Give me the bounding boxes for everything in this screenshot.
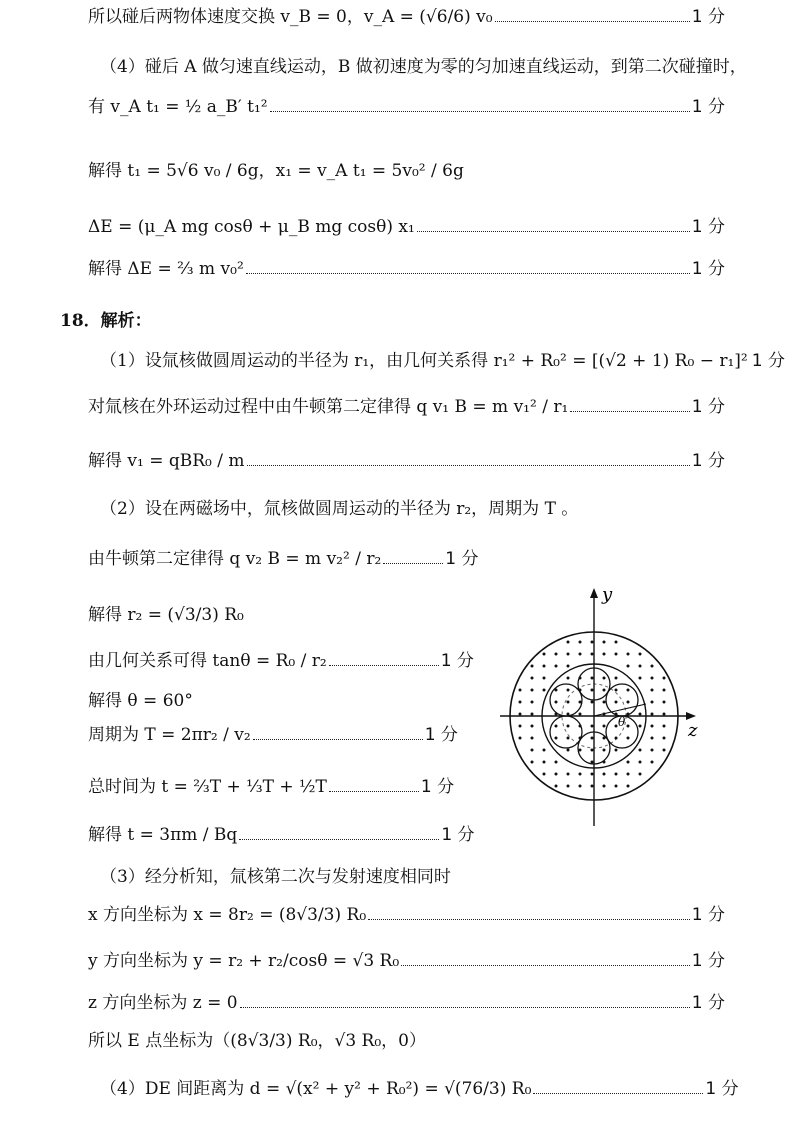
line-text: 有 v_A t₁ = ½ a_B′ t₁² xyxy=(88,97,268,117)
field-dot xyxy=(579,713,582,716)
score-mark: 1 分 xyxy=(691,217,725,237)
leader-dots xyxy=(368,919,690,920)
field-dot xyxy=(531,737,534,740)
y-axis-label: y xyxy=(602,586,613,605)
leader-dots xyxy=(329,665,439,666)
field-dot xyxy=(531,749,534,752)
field-dot xyxy=(591,689,594,692)
field-dot xyxy=(519,713,522,716)
field-dot xyxy=(603,725,606,728)
field-dot xyxy=(627,761,630,764)
field-dot xyxy=(651,713,654,716)
field-dot xyxy=(615,749,618,752)
line-part4-distance xyxy=(100,1078,739,1100)
field-dot xyxy=(567,677,570,680)
score-mark: 1 分 xyxy=(691,259,725,279)
line-text: 周期为 T = 2πr₂ / v₂ xyxy=(88,725,251,745)
line-text: （1）设氚核做圆周运动的半径为 r₁，由几何关系得 r₁² + R₀² = [(√2 + 1) R₀ − r₁]² xyxy=(100,351,748,371)
field-dot xyxy=(567,785,570,788)
score-mark: 1 分 xyxy=(691,951,725,971)
field-dot xyxy=(591,785,594,788)
field-dot xyxy=(663,689,666,692)
score-mark: 1 分 xyxy=(424,725,458,745)
field-dot xyxy=(567,665,570,668)
line-tan-theta xyxy=(88,650,474,672)
field-dot xyxy=(603,773,606,776)
line-solve-theta: 解得 θ = 60° xyxy=(88,691,193,711)
field-dot xyxy=(543,677,546,680)
score-mark: 1 分 xyxy=(445,549,479,569)
leader-dots xyxy=(329,791,419,792)
field-dot xyxy=(579,641,582,644)
line-text: ΔE = (μ_A mg cosθ + μ_B mg cosθ) x₁ xyxy=(88,217,415,237)
field-dot xyxy=(663,749,666,752)
y-axis xyxy=(590,588,598,826)
field-dot xyxy=(639,725,642,728)
field-dot xyxy=(555,761,558,764)
score-mark: 1 分 xyxy=(705,1079,739,1099)
line-solve-v1 xyxy=(88,450,725,472)
field-dot xyxy=(531,689,534,692)
field-dot xyxy=(615,689,618,692)
field-dot xyxy=(639,773,642,776)
field-dot xyxy=(567,737,570,740)
line-x-coordinate xyxy=(88,904,725,926)
line-text: 解得 v₁ = qBR₀ / m xyxy=(88,451,245,471)
field-dot xyxy=(567,701,570,704)
field-dot xyxy=(651,689,654,692)
field-dot xyxy=(651,761,654,764)
line-newton-inner xyxy=(88,548,479,570)
field-dot xyxy=(555,737,558,740)
field-dot xyxy=(591,773,594,776)
field-dot xyxy=(639,677,642,680)
field-dot xyxy=(543,749,546,752)
field-dot xyxy=(591,677,594,680)
line-newton-outer xyxy=(88,396,725,418)
field-dot xyxy=(591,725,594,728)
field-dot xyxy=(579,785,582,788)
field-dot xyxy=(651,677,654,680)
field-dot xyxy=(543,653,546,656)
score-mark: 1 分 xyxy=(691,905,725,925)
field-dot xyxy=(663,713,666,716)
field-dot xyxy=(603,641,606,644)
line-solve-r2: 解得 r₂ = (√3/3) R₀ xyxy=(88,605,244,625)
score-mark: 1 分 xyxy=(420,777,455,797)
field-dot xyxy=(615,773,618,776)
field-dot xyxy=(555,665,558,668)
field-dot xyxy=(567,689,570,692)
line-second-collision-eq xyxy=(88,96,725,118)
field-dot xyxy=(639,653,642,656)
field-dot xyxy=(663,701,666,704)
line-text: x 方向坐标为 x = 8r₂ = (8√3/3) R₀ xyxy=(88,905,367,925)
field-dot xyxy=(567,641,570,644)
field-dot xyxy=(651,725,654,728)
line-text: 由几何关系可得 tanθ = R₀ / r₂ xyxy=(88,651,327,671)
field-dot xyxy=(603,689,606,692)
leader-dots xyxy=(246,273,690,274)
field-dot xyxy=(543,689,546,692)
leader-dots xyxy=(253,739,423,740)
score-mark: 1 分 xyxy=(691,97,725,117)
line-text: 由牛顿第二定律得 q v₂ B = m v₂² / r₂ xyxy=(88,549,382,569)
line-text: y 方向坐标为 y = r₂ + r₂/cosθ = √3 R₀ xyxy=(88,951,400,971)
field-dot xyxy=(591,641,594,644)
field-dot xyxy=(567,773,570,776)
field-dot xyxy=(531,677,534,680)
leader-dots xyxy=(417,231,690,232)
field-dot xyxy=(603,677,606,680)
line-part3-intro: （3）经分析知，氚核第二次与发射速度相同时 xyxy=(100,867,451,887)
field-dot xyxy=(519,701,522,704)
line-part4-intro: （4）碰后 A 做匀速直线运动，B 做初速度为零的匀加速直线运动，到第二次碰撞时， xyxy=(100,57,747,77)
line-text: 解得 ΔE = ⅔ m v₀² xyxy=(88,259,244,279)
field-dots-inner xyxy=(555,677,642,764)
field-dot xyxy=(591,749,594,752)
field-dot xyxy=(567,725,570,728)
score-mark: 1 分 xyxy=(691,397,725,417)
field-dot xyxy=(591,737,594,740)
line-text: z 方向坐标为 z = 0 xyxy=(88,993,238,1013)
field-dot xyxy=(627,737,630,740)
field-dot xyxy=(543,773,546,776)
field-dot xyxy=(663,725,666,728)
field-dot xyxy=(615,677,618,680)
line-text: 总时间为 t = ⅔T + ⅓T + ½T xyxy=(88,777,327,797)
field-dot xyxy=(531,761,534,764)
field-dot xyxy=(531,725,534,728)
magnetic-field-diagram xyxy=(496,586,706,838)
score-mark: 1 分 xyxy=(691,451,725,471)
field-dot xyxy=(615,701,618,704)
field-dots-outer xyxy=(519,641,666,788)
field-dot xyxy=(555,653,558,656)
field-dot xyxy=(543,761,546,764)
field-dot xyxy=(627,701,630,704)
leader-dots xyxy=(247,465,690,466)
field-dot xyxy=(591,701,594,704)
field-dot xyxy=(603,701,606,704)
field-dot xyxy=(555,785,558,788)
leader-dots xyxy=(533,1093,703,1094)
question-18-heading: 18．解析： xyxy=(60,311,152,331)
line-text: 对氚核在外环运动过程中由牛顿第二定律得 q v₁ B = m v₁² / r₁ xyxy=(88,397,569,417)
field-dot xyxy=(639,761,642,764)
field-dot xyxy=(519,737,522,740)
field-dot xyxy=(543,665,546,668)
field-dot xyxy=(651,749,654,752)
field-dot xyxy=(627,689,630,692)
field-dot xyxy=(579,773,582,776)
field-dot xyxy=(603,785,606,788)
line-text: 解得 t = 3πm / Bq xyxy=(88,825,238,845)
line-text: （4）DE 间距离为 d = √(x² + y² + R₀²) = √(76/3) R₀ xyxy=(100,1079,532,1099)
field-dot xyxy=(519,725,522,728)
leader-dots xyxy=(495,21,690,22)
field-dot xyxy=(603,653,606,656)
leader-dots xyxy=(239,839,439,840)
field-dot xyxy=(651,737,654,740)
leader-dots xyxy=(570,411,689,412)
line-y-coordinate xyxy=(88,950,725,972)
field-dot xyxy=(639,749,642,752)
field-dot xyxy=(531,665,534,668)
field-dot xyxy=(651,701,654,704)
score-mark: 1 分 xyxy=(440,651,474,671)
field-dot xyxy=(627,773,630,776)
line-energy-loss-eq xyxy=(88,216,725,238)
field-dot xyxy=(663,677,666,680)
field-dot xyxy=(603,749,606,752)
leader-dots xyxy=(240,1007,690,1008)
leader-dots xyxy=(270,111,690,112)
field-dot xyxy=(567,653,570,656)
line-velocity-exchange xyxy=(88,6,725,28)
field-dot xyxy=(567,749,570,752)
line-z-coordinate xyxy=(88,992,725,1014)
field-dot xyxy=(651,665,654,668)
score-mark: 1 分 xyxy=(691,7,725,27)
field-dot xyxy=(615,737,618,740)
field-dot xyxy=(639,665,642,668)
line-solve-energy xyxy=(88,258,725,280)
field-dot xyxy=(627,665,630,668)
field-dot xyxy=(663,737,666,740)
line-part1-radius xyxy=(100,350,785,372)
field-dot xyxy=(639,713,642,716)
z-axis-label: z xyxy=(688,720,698,741)
field-dot xyxy=(555,773,558,776)
field-dot xyxy=(531,713,534,716)
line-solve-t xyxy=(88,824,475,846)
field-dot xyxy=(615,785,618,788)
field-dot xyxy=(531,701,534,704)
leader-dots xyxy=(383,563,443,564)
line-part2-intro: （2）设在两磁场中，氚核做圆周运动的半径为 r₂，周期为 T 。 xyxy=(100,499,579,519)
field-dot xyxy=(627,785,630,788)
field-dot xyxy=(615,653,618,656)
field-dot xyxy=(627,725,630,728)
field-dot xyxy=(591,653,594,656)
z-axis xyxy=(500,712,696,720)
field-dot xyxy=(555,701,558,704)
line-solve-t1: 解得 t₁ = 5√6 v₀ / 6g，x₁ = v_A t₁ = 5v₀² / 6g xyxy=(88,161,464,181)
theta-label: θ xyxy=(618,715,626,729)
field-dot xyxy=(579,653,582,656)
line-period xyxy=(88,724,458,746)
field-dot xyxy=(555,725,558,728)
score-mark: 1 分 xyxy=(691,993,725,1013)
line-total-time xyxy=(88,776,454,798)
leader-dots xyxy=(401,965,690,966)
line-point-e: 所以 E 点坐标为（(8√3/3) R₀，√3 R₀，0） xyxy=(88,1031,426,1051)
line-text: 所以碰后两物体速度交换 v_B = 0，v_A = (√6/6) v₀ xyxy=(88,7,493,27)
score-mark: 1 分 xyxy=(751,351,785,371)
field-dot xyxy=(627,653,630,656)
field-dot xyxy=(519,689,522,692)
score-mark: 1 分 xyxy=(441,825,475,845)
field-dot xyxy=(615,641,618,644)
